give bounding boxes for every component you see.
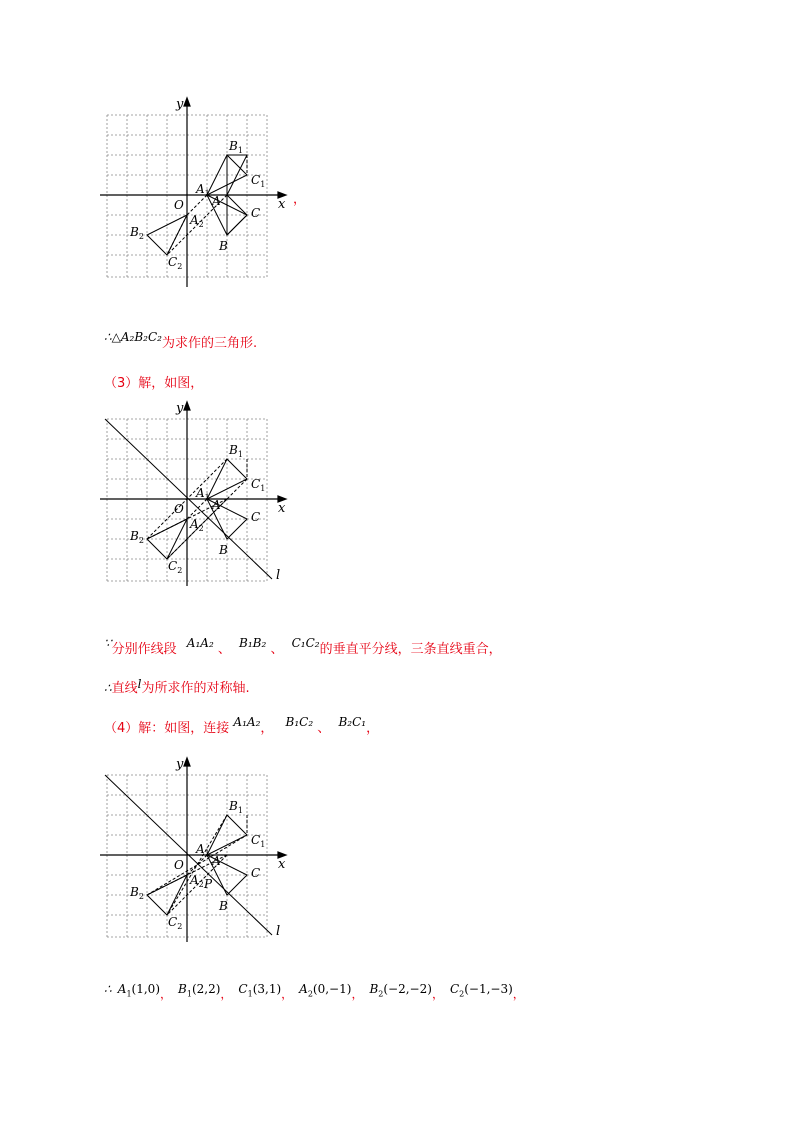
label-a: A (212, 194, 221, 208)
line-symbol-l: l (137, 677, 142, 691)
coordinate-item (117, 982, 173, 1001)
label-b2: $B_2$ (130, 529, 144, 545)
reason-text-2: 的垂直平分线，三条直线重合， (319, 642, 502, 657)
heading-4-text: （4）解：如图，连接 (104, 721, 230, 736)
because-symbol: ∵ (104, 636, 112, 650)
axes (100, 402, 286, 586)
label-b2: $B_2$ (130, 885, 144, 901)
label-b1: $B_1$ (229, 799, 243, 815)
label-a1: $A_1$ (196, 486, 210, 502)
line-l-label: l (276, 568, 281, 583)
label-a2: $A_2$ (190, 873, 204, 889)
label-c: C (251, 206, 261, 220)
segment-c1c2: C₁C₂ (291, 636, 320, 650)
point-value: (3,1) (252, 982, 282, 996)
axes (100, 98, 286, 287)
x-axis-label: x (278, 197, 286, 212)
point-subscript: 2 (378, 989, 384, 999)
point-value: (2,2) (191, 982, 221, 996)
figure-1-trailing-comma: ， (293, 192, 307, 207)
point-name: A (117, 982, 127, 996)
triangle-symbol: △ (111, 330, 121, 344)
conclusion-text-1: 为求作的三角形. (161, 336, 258, 351)
label-c2: $C_2$ (168, 559, 183, 575)
point-value: (0,−1) (312, 982, 352, 996)
coordinate-item (449, 982, 525, 1001)
segment-b1c2: B₁C₂ (285, 715, 314, 729)
heading-part-3: （3）解，如图， (104, 376, 204, 391)
segment-a1a2: A₁A₂ (233, 715, 261, 729)
point-subscript: 2 (459, 989, 465, 999)
label-a1: $A_1$ (196, 182, 210, 198)
label-p: P (204, 877, 213, 891)
line-text-2: 为所求作的对称轴. (141, 681, 250, 696)
label-a2: $A_2$ (190, 517, 204, 533)
point-subscript: 1 (126, 989, 132, 999)
heading-part-4 (104, 711, 380, 736)
reason-text-1: 分别作线段 (111, 642, 177, 657)
label-b: B (219, 543, 228, 557)
label-c1: $C_1$ (251, 477, 266, 493)
coordinate-item (299, 982, 364, 1001)
x-axis-label: x (278, 857, 286, 872)
point-subscript: 1 (186, 989, 192, 999)
y-axis-label: y (176, 401, 184, 416)
coordinate-item (178, 982, 233, 1001)
figure-1-svg (100, 92, 307, 292)
label-a1: $A_1$ (196, 842, 210, 858)
separator-2: 、 (317, 721, 331, 736)
line-text-1: 直线 (111, 681, 138, 696)
label-b: B (219, 899, 228, 913)
conclusion-line-1 (104, 326, 258, 351)
label-c2: $C_2$ (168, 255, 183, 271)
point-value: (−1,−3) (464, 982, 513, 996)
segment-a1a2: A₁A₂ (186, 636, 214, 650)
figure-2 (100, 396, 300, 586)
label-a2: $A_2$ (190, 213, 204, 229)
point-name: A (299, 982, 308, 996)
x-axis-label: x (278, 501, 286, 516)
point-value: (1,0) (131, 982, 160, 996)
point-name: C (238, 982, 248, 996)
axes (100, 758, 286, 942)
point-subscript: 1 (247, 989, 253, 999)
label-c1: $C_1$ (251, 173, 266, 189)
figure-1 (100, 92, 307, 292)
coordinate-item (369, 982, 444, 1001)
label-b1: $B_1$ (229, 443, 243, 459)
coordinate-item (238, 982, 294, 1001)
coordinates-line (104, 980, 525, 1001)
label-b1: $B_1$ (229, 139, 243, 155)
figure-3 (100, 752, 300, 942)
point-value: (−2,−2) (383, 982, 432, 996)
point-subscript: 2 (307, 989, 313, 999)
point-name: C (449, 982, 460, 996)
origin-label: O (174, 198, 184, 212)
point-name: B (178, 982, 187, 996)
separator-3: ， (366, 721, 380, 736)
segment-b2c1: B₂C₁ (338, 715, 367, 729)
separator: ， (160, 987, 173, 1001)
separator-1: ， (260, 721, 274, 736)
label-a: A (212, 498, 221, 512)
segment-b1b2: B₁B₂ (239, 636, 267, 650)
therefore-symbol: ∴ (104, 330, 112, 344)
y-axis-label: y (176, 757, 184, 772)
conclusion-line-3 (104, 677, 250, 696)
therefore-symbol: ∴ (104, 982, 112, 996)
coordinate-list (116, 982, 525, 1001)
separator: ， (512, 987, 525, 1001)
reason-line (104, 632, 502, 657)
separator: ， (281, 987, 294, 1001)
point-name: B (369, 982, 379, 996)
label-c2: $C_2$ (168, 915, 183, 931)
label-b: B (219, 239, 228, 253)
label-c1: $C_1$ (251, 833, 266, 849)
label-a: A (212, 854, 221, 868)
label-c: C (251, 510, 261, 524)
origin-label: O (174, 858, 184, 872)
line-l-label: l (276, 924, 281, 939)
separator-1: 、 (217, 642, 231, 657)
therefore-symbol: ∴ (104, 681, 112, 695)
separator-2: 、 (270, 642, 284, 657)
separator: ， (431, 987, 444, 1001)
triangle-name: A₂B₂C₂ (120, 330, 162, 344)
separator: ， (220, 987, 233, 1001)
label-b2: $B_2$ (130, 225, 144, 241)
y-axis-label: y (176, 97, 184, 112)
origin-label: O (174, 502, 184, 516)
figure-2-svg (100, 396, 300, 586)
figure-3-svg (100, 752, 300, 942)
separator: ， (351, 987, 364, 1001)
label-c: C (251, 866, 261, 880)
